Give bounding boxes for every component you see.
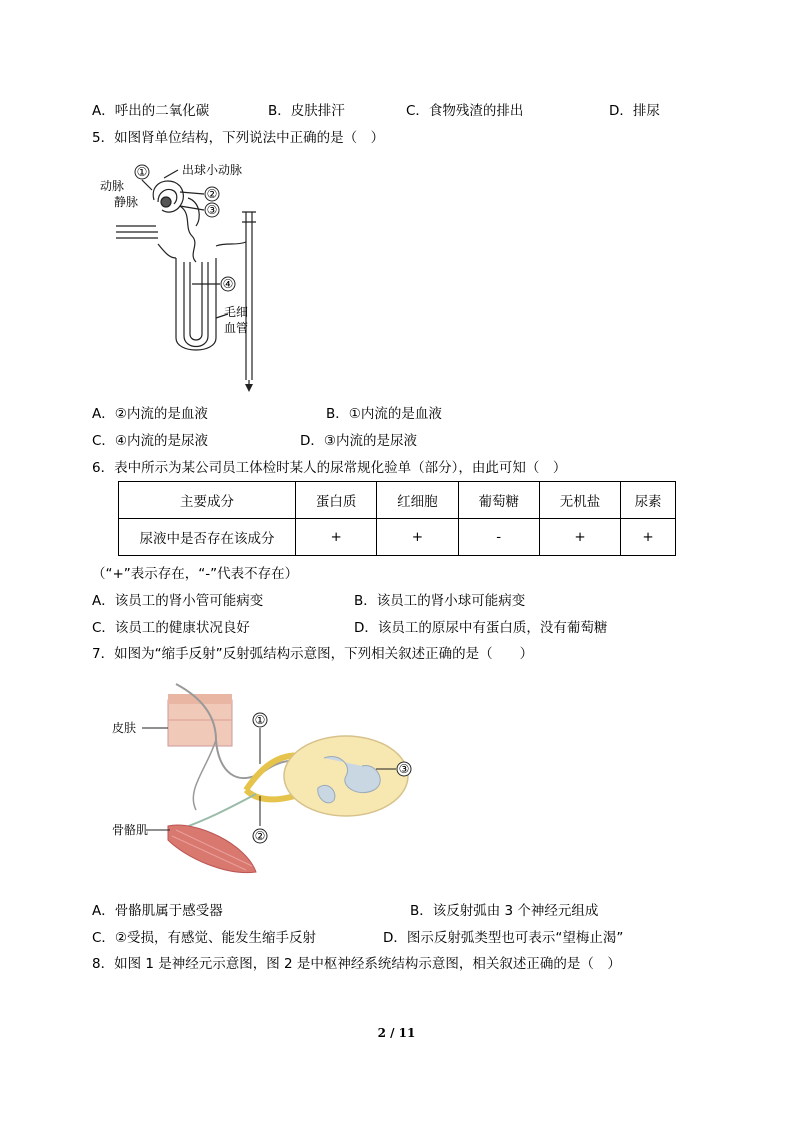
- nephron-label-1: ①: [136, 165, 148, 179]
- table-cell: +: [539, 519, 620, 556]
- table-row: [119, 519, 676, 556]
- q7-option-d: D．图示反射弧类型也可表示“望梅止渴”: [383, 930, 624, 946]
- nephron-figure: [96, 158, 268, 394]
- nephron-label-efferent: 出球小动脉: [182, 163, 243, 177]
- reflex-label-1: ①: [254, 713, 266, 727]
- table-cell: +: [621, 519, 676, 556]
- urine-test-table: [118, 481, 676, 556]
- nephron-label-4: ④: [222, 277, 234, 291]
- reflex-label-3: ③: [398, 762, 410, 776]
- table-cell: 尿素: [621, 482, 676, 519]
- table-cell: +: [377, 519, 458, 556]
- table-cell: 葡萄糖: [458, 482, 539, 519]
- table-cell: +: [296, 519, 377, 556]
- q6-option-c: C．该员工的健康状况良好: [92, 620, 250, 636]
- q5-stem: 5．如图肾单位结构，下列说法中正确的是（ ）: [92, 130, 385, 146]
- q4-option-c: C．食物残渣的排出: [406, 103, 524, 119]
- q7-option-b: B．该反射弧由 3 个神经元组成: [410, 903, 599, 919]
- table-header-row: [119, 482, 676, 519]
- q6-option-d: D．该员工的原尿中有蛋白质，没有葡萄糖: [354, 620, 608, 636]
- page-number: 2 / 11: [377, 1026, 416, 1040]
- q4-option-a: A．呼出的二氧化碳: [92, 103, 210, 119]
- q6-note: （“+”表示存在，“-”代表不存在）: [92, 566, 299, 582]
- q4-option-d: D．排尿: [609, 103, 660, 119]
- table-cell: -: [458, 519, 539, 556]
- reflex-arc-figure: [106, 680, 426, 880]
- reflex-label-skin: 皮肤: [112, 721, 137, 735]
- table-cell: 主要成分: [119, 482, 296, 519]
- table-cell: 无机盐: [539, 482, 620, 519]
- table-cell: 蛋白质: [296, 482, 377, 519]
- q5-option-c: C．④内流的是尿液: [92, 433, 209, 449]
- q5-option-b: B．①内流的是血液: [326, 406, 442, 422]
- q7-option-c: C．②受损，有感觉、能发生缩手反射: [92, 930, 317, 946]
- table-cell: 红细胞: [377, 482, 458, 519]
- reflex-label-2: ②: [254, 829, 266, 843]
- q8-stem: 8．如图 1 是神经元示意图，图 2 是中枢神经系统结构示意图，相关叙述正确的是（ ）: [92, 956, 621, 972]
- reflex-label-muscle: 骨骼肌: [112, 823, 149, 837]
- nephron-label-3: ③: [206, 203, 218, 217]
- q6-stem: 6．表中所示为某公司员工体检时某人的尿常规化验单（部分），由此可知（ ）: [92, 460, 567, 476]
- table-cell: 尿液中是否存在该成分: [119, 519, 296, 556]
- q7-stem: 7．如图为“缩手反射”反射弧结构示意图，下列相关叙述正确的是（ ）: [92, 646, 534, 662]
- nephron-label-capillary-1: 毛细: [224, 305, 249, 319]
- q5-option-d: D．③内流的是尿液: [300, 433, 417, 449]
- nephron-label-artery: 动脉: [100, 179, 125, 193]
- q5-option-a: A．②内流的是血液: [92, 406, 208, 422]
- nephron-label-2: ②: [206, 187, 218, 201]
- q7-option-a: A．骨骼肌属于感受器: [92, 903, 223, 919]
- q6-option-b: B．该员工的肾小球可能病变: [354, 593, 526, 609]
- q4-option-b: B．皮肤排汗: [268, 103, 345, 119]
- q6-option-a: A．该员工的肾小管可能病变: [92, 593, 264, 609]
- nephron-label-vein: 静脉: [114, 195, 139, 209]
- nephron-label-capillary-2: 血管: [224, 321, 249, 335]
